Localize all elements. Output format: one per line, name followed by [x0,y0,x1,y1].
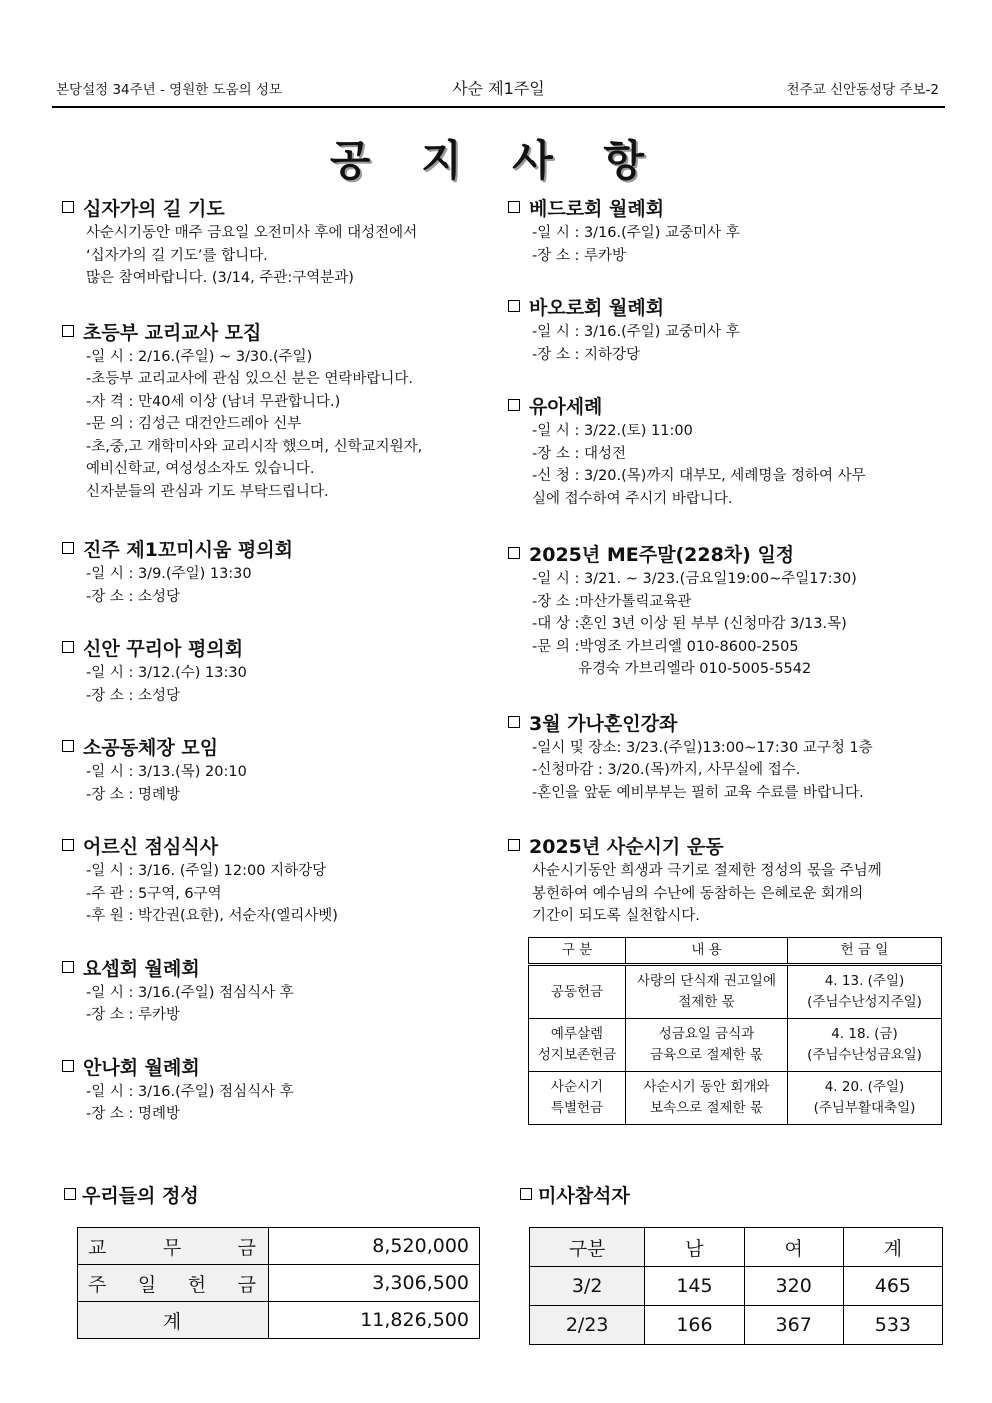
table-row [530,1267,943,1306]
notice-section [62,735,502,806]
checkbox-icon [62,325,74,337]
section-title: 초등부 교리교사 모집 [62,320,502,346]
notice-line: -신 청 : 3/20.(목)까지 대부모, 세례명을 정하여 사무 [532,468,866,484]
offering-value: 11,826,500 [269,1302,480,1339]
notice-section [62,320,502,504]
table-cell: 4. 18. (금) (주님수난성금요일) [788,1019,942,1072]
offering-value: 3,306,500 [269,1265,480,1302]
attendance-heading: 미사참석자 [520,1181,630,1208]
table-cell: 예루살렘 성지보존헌금 [529,1019,626,1072]
notice-line: -일 시 : 3/21. ~ 3/23.(금요일19:00~주일17:30) [532,571,857,587]
table-cell: 145 [645,1267,744,1306]
checkbox-icon [508,201,520,213]
section-title: 바오로회 월례회 [508,295,948,321]
notice-section [62,537,502,608]
notice-section [508,295,948,366]
offerings-heading: 우리들의 정성 [64,1181,199,1208]
notice-line: -일 시 : 3/16.(주일) 점심식사 후 [86,1083,294,1100]
checkbox-icon [508,547,520,559]
table-row [78,1228,480,1265]
offerings-table [77,1227,480,1339]
section-title: 2025년 ME주말(228차) 일정 [508,542,948,568]
checkbox-icon [508,399,520,411]
notice-line: -일 시 : 3/16.(주일) 점심식사 후 [86,984,294,1001]
notice-line: -장 소 : 지하강당 [532,346,640,363]
checkbox-icon [62,1060,74,1072]
table-cell: 사랑의 단식재 권고일에 절제한 몫 [626,965,788,1019]
notice-line: -주 관 : 5구역, 6구역 [86,885,222,902]
notice-line: -초,중,고 개학미사와 교리시작 했으며, 신학교지원자, [86,438,423,455]
section-title: 신안 꾸리아 평의회 [62,636,502,662]
table-cell: 4. 20. (주일) (주님부활대축일) [788,1072,942,1125]
notice-line: -일 시 : 3/12.(수) 13:30 [86,665,247,681]
offering-label: 계 [78,1302,269,1339]
notice-line: 봉헌하여 예수님의 수난에 동참하는 은혜로운 회개의 [532,885,864,902]
checkbox-icon [508,716,520,728]
table-header: 구 분 [529,938,626,965]
notice-line: -후 원 : 박간권(요한), 서순자(엘리사벳) [86,908,338,924]
notice-line: -장 소 : 명례방 [86,1106,180,1122]
notice-line: ‘십자가의 길 기도’를 합니다. [86,247,268,264]
attendance-table [529,1227,943,1345]
notice-line: -장 소 : 명례방 [86,786,180,803]
notice-section [508,542,948,681]
checkbox-icon [520,1188,532,1200]
section-title: 소공동체장 모임 [62,735,502,761]
checkbox-icon [62,641,74,653]
table-cell: 465 [843,1267,942,1306]
section-title: 십자가의 길 기도 [62,196,502,222]
notice-line: -일 시 : 3/13.(목) 20:10 [86,764,247,780]
table-cell: 사순시기 동안 회개와 보속으로 절제한 몫 [626,1072,788,1125]
notice-section [508,834,948,928]
right-column [508,196,948,928]
checkbox-icon [64,1188,76,1200]
notice-line: -일 시 : 3/9.(주일) 13:30 [86,566,252,582]
notice-line: -문 의 : 김성근 대건안드레아 신부 [86,416,302,432]
notice-line: -일 시 : 3/22.(토) 11:00 [532,423,693,439]
table-header: 남 [645,1228,744,1267]
notice-line: -장 소 : 소성당 [86,687,180,704]
offering-value: 8,520,000 [269,1228,480,1265]
table-header: 구분 [530,1228,645,1267]
table-header-row [530,1228,943,1267]
table-header: 계 [843,1228,942,1267]
table-header: 내 용 [626,938,788,965]
header-center: 사순 제1주일 [452,79,545,98]
notice-line: 사순시기동안 희생과 극기로 절제한 정성의 몫을 주님께 [532,863,882,879]
table-cell: 2/23 [530,1306,645,1345]
notice-line: -장 소 :마산가톨릭교육관 [532,593,692,610]
table-cell: 성금요일 금식과 금육으로 절제한 몫 [626,1019,788,1072]
notice-line: -일 시 : 3/16. (주일) 12:00 지하강당 [86,863,327,879]
notice-line: -장 소 : 루카방 [532,247,626,264]
notice-section [62,956,502,1027]
notice-section [62,196,502,290]
table-header: 여 [744,1228,843,1267]
notice-section [508,711,948,805]
page-title: 공 지 사 항 [329,136,663,185]
notice-section [62,1055,502,1126]
notice-line: -장 소 : 대성전 [532,445,626,462]
table-cell: 4. 13. (주일) (주님수난성지주일) [788,965,942,1019]
lent-offering-table [528,937,942,1125]
notice-line: -신청마감 : 3/20.(목)까지, 사무실에 접수. [532,762,801,778]
checkbox-icon [508,300,520,312]
notice-section [508,394,948,510]
section-title: 안나회 월례회 [62,1055,502,1081]
notice-section [62,834,502,928]
section-title: 베드로회 월례회 [508,196,948,222]
notice-line: -장 소 : 루카방 [86,1007,180,1023]
notice-line: 많은 참여바랍니다. (3/14, 주관:구역분과) [86,270,354,286]
checkbox-icon [62,542,74,554]
notice-line: -문 의 :박영조 가브리엘 010-8600-2505 [532,638,799,655]
header-right: 천주교 신안동성당 주보-2 [786,82,939,98]
offering-label: 주 일 헌 금 [78,1265,269,1302]
section-title: 어르신 점심식사 [62,834,502,860]
notice-line: -대 상 :혼인 3년 이상 된 부부 (신청마감 3/13.목) [532,616,847,632]
checkbox-icon [508,839,520,851]
section-title: 2025년 사순시기 운동 [508,834,948,860]
offering-label: 교 무 금 [78,1228,269,1265]
header-left: 본당설정 34주년 - 영원한 도움의 성모 [56,82,283,98]
table-row [529,1019,942,1072]
left-column [62,196,502,1126]
table-row [78,1265,480,1302]
notice-line: 유경숙 가브리엘라 010-5005-5542 [578,661,812,677]
section-title: 진주 제1꼬미시움 평의회 [62,537,502,563]
notice-line: -자 격 : 만40세 이상 (남녀 무관합니다.) [86,393,341,410]
table-row [530,1306,943,1345]
notice-line: -일 시 : 3/16.(주일) 교중미사 후 [532,225,740,241]
section-title: 요셉회 월례회 [62,956,502,982]
table-cell: 533 [843,1306,942,1345]
table-cell: 166 [645,1306,744,1345]
table-cell: 3/2 [530,1267,645,1306]
table-header: 헌 금 일 [788,938,942,965]
notice-line: -혼인을 앞둔 예비부부는 필히 교육 수료를 바랍니다. [532,784,864,801]
notice-line: 사순시기동안 매주 금요일 오전미사 후에 대성전에서 [86,225,418,241]
notice-line: 기간이 되도록 실천합시다. [532,908,700,924]
page-header [52,74,945,108]
table-cell: 320 [744,1267,843,1306]
section-title: 유아세례 [508,394,948,420]
notice-line: 실에 접수하여 주시기 바랍니다. [532,490,733,507]
checkbox-icon [62,839,74,851]
checkbox-icon [62,201,74,213]
notice-line: -일 시 : 2/16.(주일) ~ 3/30.(주일) [86,348,313,365]
table-row [78,1302,480,1339]
notice-line: 신자분들의 관심과 기도 부탁드립니다. [86,483,329,500]
notice-line: -일시 및 장소: 3/23.(주일)13:00~17:30 교구청 1층 [532,739,873,756]
table-row [529,965,942,1019]
table-header-row [529,938,942,965]
notice-line: -초등부 교리교사에 관심 있으신 분은 연락바랍니다. [86,371,414,387]
table-row [529,1072,942,1125]
notice-line: -일 시 : 3/16.(주일) 교중미사 후 [532,324,740,340]
table-cell: 공동헌금 [529,965,626,1019]
checkbox-icon [62,961,74,973]
section-title: 3월 가나혼인강좌 [508,711,948,737]
notice-line: 예비신학교, 여성성소자도 있습니다. [86,461,315,477]
table-cell: 사순시기 특별헌금 [529,1072,626,1125]
notice-line: -장 소 : 소성당 [86,588,180,605]
table-cell: 367 [744,1306,843,1345]
notice-section [508,196,948,267]
checkbox-icon [62,740,74,752]
notice-section [62,636,502,707]
